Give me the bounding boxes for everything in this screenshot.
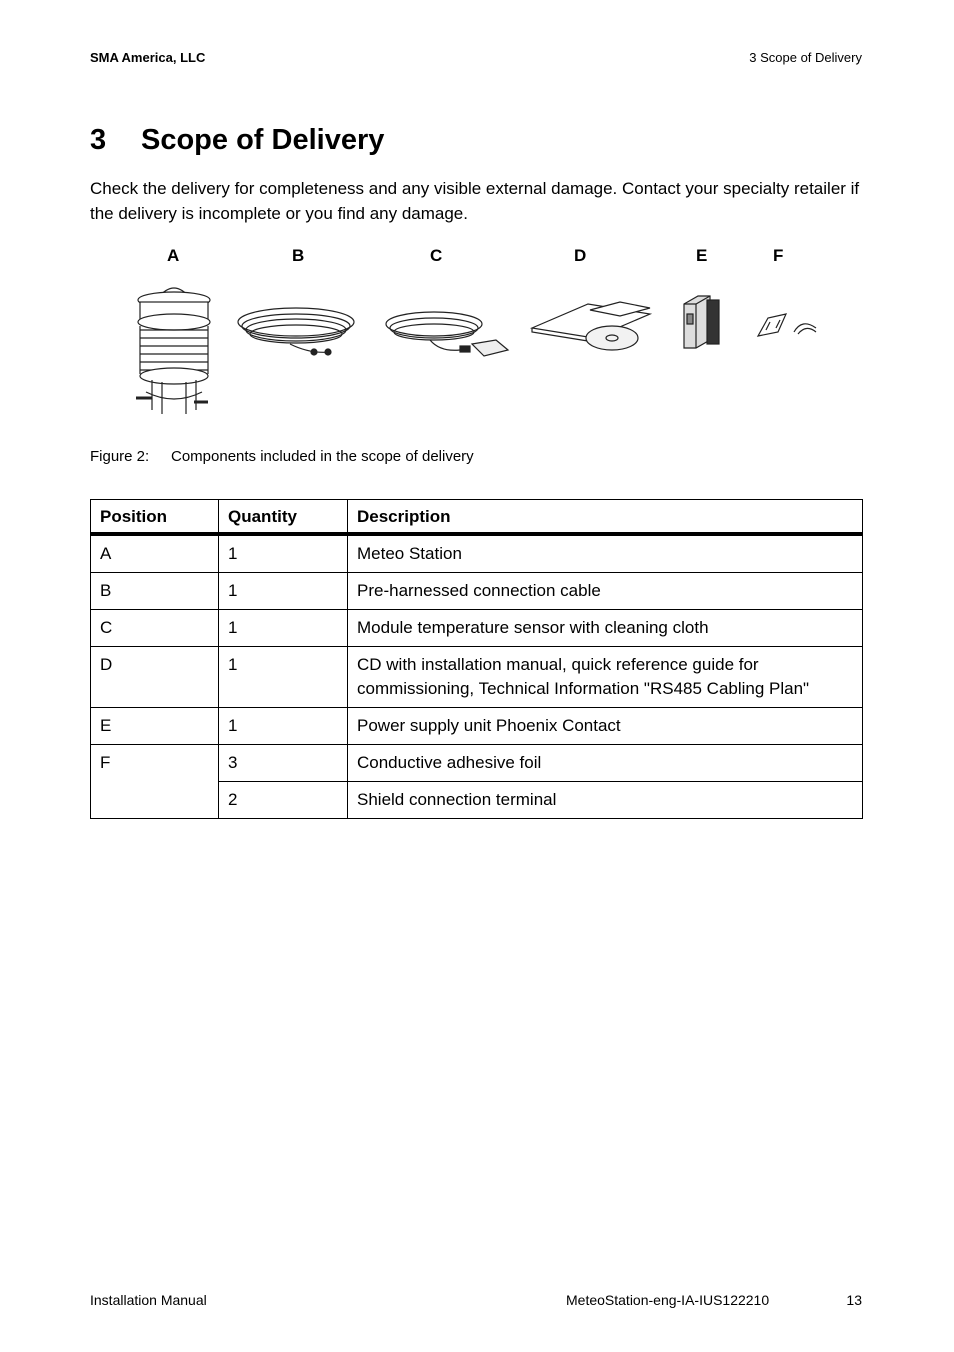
intro-paragraph: Check the delivery for completeness and any visible external damage. Contact your specialty retailer if the delivery is incomplete or you find any damage. (90, 179, 860, 223)
cell-description: Conductive adhesive foil (348, 745, 863, 782)
chapter-heading (90, 124, 384, 157)
table-row (91, 647, 863, 708)
header-section: 3 Scope of Delivery (749, 50, 862, 65)
power-supply-illustration (684, 296, 719, 348)
cell-quantity: 1 (219, 647, 348, 708)
cell-position: C (91, 610, 219, 647)
figure-label-e: E (696, 246, 708, 265)
chapter-title: Scope of Delivery (141, 124, 385, 156)
connection-cable-illustration (238, 308, 354, 355)
table-row (91, 534, 863, 573)
cell-quantity: 1 (219, 534, 348, 573)
cell-quantity: 3 (219, 745, 348, 782)
cell-position: B (91, 573, 219, 610)
cell-description: Power supply unit Phoenix Contact (348, 708, 863, 745)
cell-description: Shield connection terminal (348, 782, 863, 819)
chapter-number: 3 (90, 124, 107, 156)
figure-caption-text: Components included in the scope of delivery (171, 448, 474, 465)
cell-description: Pre-harnessed connection cable (348, 573, 863, 610)
header-description: Description (348, 500, 863, 535)
figure-label-f: F (773, 246, 784, 265)
header-quantity: Quantity (219, 500, 348, 535)
header-company: SMA America, LLC (90, 50, 206, 65)
cell-position: D (91, 647, 219, 708)
cell-description: Module temperature sensor with cleaning cloth (348, 610, 863, 647)
figure-label-c: C (430, 246, 443, 265)
table-row (91, 610, 863, 647)
cell-position: F (91, 745, 219, 819)
table-header-row (91, 500, 863, 535)
cd-documents-illustration (532, 302, 650, 350)
cell-position: A (91, 534, 219, 573)
meteo-station-illustration (136, 288, 210, 414)
footer-doc-id: MeteoStation-eng-IA-IUS122210 (566, 1292, 770, 1308)
footer-page-number: 13 (846, 1292, 862, 1308)
shield-terminal-illustration (758, 314, 816, 336)
cell-description: CD with installation manual, quick reference guide for commissioning, Technical Information "RS485 Cabling Plan" (348, 647, 863, 708)
figure-label-a: A (167, 246, 180, 265)
scope-of-delivery-table (90, 499, 863, 819)
table-row (91, 745, 863, 782)
table-row (91, 708, 863, 745)
cell-quantity: 2 (219, 782, 348, 819)
figure-label-d: D (574, 246, 587, 265)
footer-doc-type: Installation Manual (90, 1292, 207, 1308)
figure-caption (90, 448, 474, 465)
temperature-sensor-illustration (386, 312, 508, 356)
figure-caption-number: Figure 2: (90, 448, 150, 465)
table-row (91, 573, 863, 610)
cell-quantity: 1 (219, 708, 348, 745)
components-figure (90, 240, 862, 430)
cell-quantity: 1 (219, 610, 348, 647)
figure-label-b: B (292, 246, 305, 265)
cell-quantity: 1 (219, 573, 348, 610)
cell-position: E (91, 708, 219, 745)
header-position: Position (91, 500, 219, 535)
cell-description: Meteo Station (348, 534, 863, 573)
